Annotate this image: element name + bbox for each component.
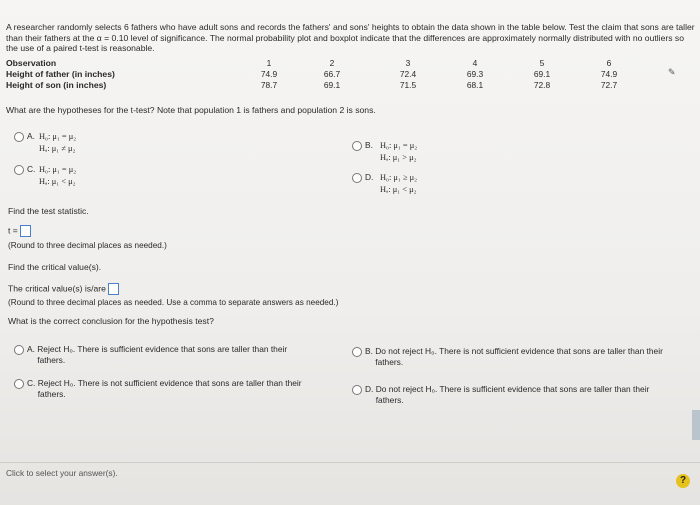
obs-1: 1 — [266, 58, 272, 68]
radio-icon[interactable] — [352, 347, 362, 357]
hyp-a-h0: H₀: μ₁ = μ₂ — [39, 132, 77, 141]
son-6: 72.7 — [600, 80, 618, 90]
concl-letter-c: C. — [27, 378, 36, 388]
concl-option-d[interactable] — [352, 384, 688, 406]
table-row-son — [6, 80, 618, 91]
round-hint-1: (Round to three decimal places as needed.) — [8, 241, 167, 250]
table-row-observation — [6, 58, 612, 69]
hyp-letter-d: D. — [365, 172, 374, 182]
concl-c-text: Reject H₀. There is not sufficient evidence that sons are taller than their fathers. — [37, 378, 302, 399]
radio-icon[interactable] — [14, 345, 24, 355]
problem-statement: A researcher randomly selects 6 fathers who have adult sons and records the fathers' and sons' heights to obtain the data shown in the table below. Test the claim that sons are taller than their fathers at the α = 0.10 level of significance. The normal probability plot and boxplot indicate that the differences are approximately normally distributed with no outliers so the use of a paired t-test is reasonable. — [6, 22, 695, 53]
concl-option-b[interactable] — [352, 346, 688, 368]
critical-label: The critical value(s) is/are — [8, 283, 106, 294]
hyp-a-ha: Hₐ: μ₁ ≠ μ₂ — [39, 144, 76, 153]
t-answer-row — [8, 225, 31, 237]
table-row-father — [6, 69, 618, 80]
round-hint-2: (Round to three decimal places as needed. Use a comma to separate answers as needed.) — [8, 298, 339, 307]
row-label-father: Height of father (in inches) — [6, 69, 115, 79]
hyp-c-ha: Hₐ: μ₁ < μ₂ — [39, 177, 76, 186]
radio-icon[interactable] — [14, 379, 24, 389]
radio-icon[interactable] — [352, 141, 362, 151]
concl-letter-d: D. — [365, 384, 374, 394]
hyp-letter-c: C. — [27, 164, 36, 174]
radio-icon[interactable] — [14, 165, 24, 175]
radio-icon[interactable] — [352, 173, 362, 183]
side-tab — [692, 410, 700, 440]
father-1: 74.9 — [260, 69, 278, 79]
obs-6: 6 — [606, 58, 612, 68]
question-conclusion: What is the correct conclusion for the hypothesis test? — [8, 316, 214, 326]
bottom-divider — [0, 462, 700, 463]
help-icon[interactable]: ? — [676, 474, 690, 488]
radio-icon[interactable] — [14, 132, 24, 142]
concl-option-c[interactable] — [14, 378, 344, 400]
pencil-icon[interactable]: ✎ — [668, 67, 676, 77]
father-5: 69.1 — [533, 69, 551, 79]
hyp-b-ha: Hₐ: μ₁ > μ₂ — [380, 153, 417, 162]
hyp-option-b[interactable] — [352, 140, 373, 151]
father-2: 66.7 — [323, 69, 341, 79]
hyp-c-h0: H₀: μ₁ = μ₂ — [39, 165, 77, 174]
hyp-d-h0: H₀: μ₁ ≥ μ₂ — [380, 173, 417, 182]
son-2: 69.1 — [323, 80, 341, 90]
t-input[interactable] — [20, 225, 31, 237]
hyp-option-c[interactable] — [14, 164, 35, 175]
critical-answer-row — [8, 283, 119, 295]
son-3: 71.5 — [399, 80, 417, 90]
critical-input[interactable] — [108, 283, 119, 295]
hyp-option-d[interactable] — [352, 172, 373, 183]
concl-letter-a: A. — [27, 344, 35, 354]
son-1: 78.7 — [260, 80, 278, 90]
obs-4: 4 — [472, 58, 478, 68]
father-6: 74.9 — [600, 69, 618, 79]
find-critical-values: Find the critical value(s). — [8, 262, 102, 272]
concl-b-text: Do not reject H₀. There is not sufficient evidence that sons are taller than their fathers. — [375, 346, 663, 367]
hyp-d-ha: Hₐ: μ₁ < μ₂ — [380, 185, 417, 194]
son-4: 68.1 — [466, 80, 484, 90]
hyp-letter-b: B. — [365, 140, 373, 150]
concl-option-a[interactable] — [14, 344, 334, 366]
obs-3: 3 — [405, 58, 411, 68]
obs-5: 5 — [539, 58, 545, 68]
son-5: 72.8 — [533, 80, 551, 90]
t-label: t = — [8, 225, 18, 236]
hyp-letter-a: A. — [27, 131, 35, 141]
click-to-select-hint: Click to select your answer(s). — [6, 468, 118, 478]
radio-icon[interactable] — [352, 385, 362, 395]
hyp-b-h0: H₀: μ₁ = μ₂ — [380, 141, 418, 150]
hyp-option-a[interactable] — [14, 131, 35, 142]
row-label-observation: Observation — [6, 58, 57, 68]
row-label-son: Height of son (in inches) — [6, 80, 107, 90]
concl-d-text: Do not reject H₀. There is sufficient evidence that sons are taller than their fathers. — [375, 384, 650, 405]
obs-2: 2 — [329, 58, 335, 68]
find-test-statistic: Find the test statistic. — [8, 206, 89, 216]
father-4: 69.3 — [466, 69, 484, 79]
concl-letter-b: B. — [365, 346, 373, 356]
father-3: 72.4 — [399, 69, 417, 79]
concl-a-text: Reject H₀. There is sufficient evidence that sons are taller than their fathers. — [37, 344, 288, 365]
question-hypotheses: What are the hypotheses for the t-test? Note that population 1 is fathers and population 2 is sons. — [6, 105, 376, 115]
